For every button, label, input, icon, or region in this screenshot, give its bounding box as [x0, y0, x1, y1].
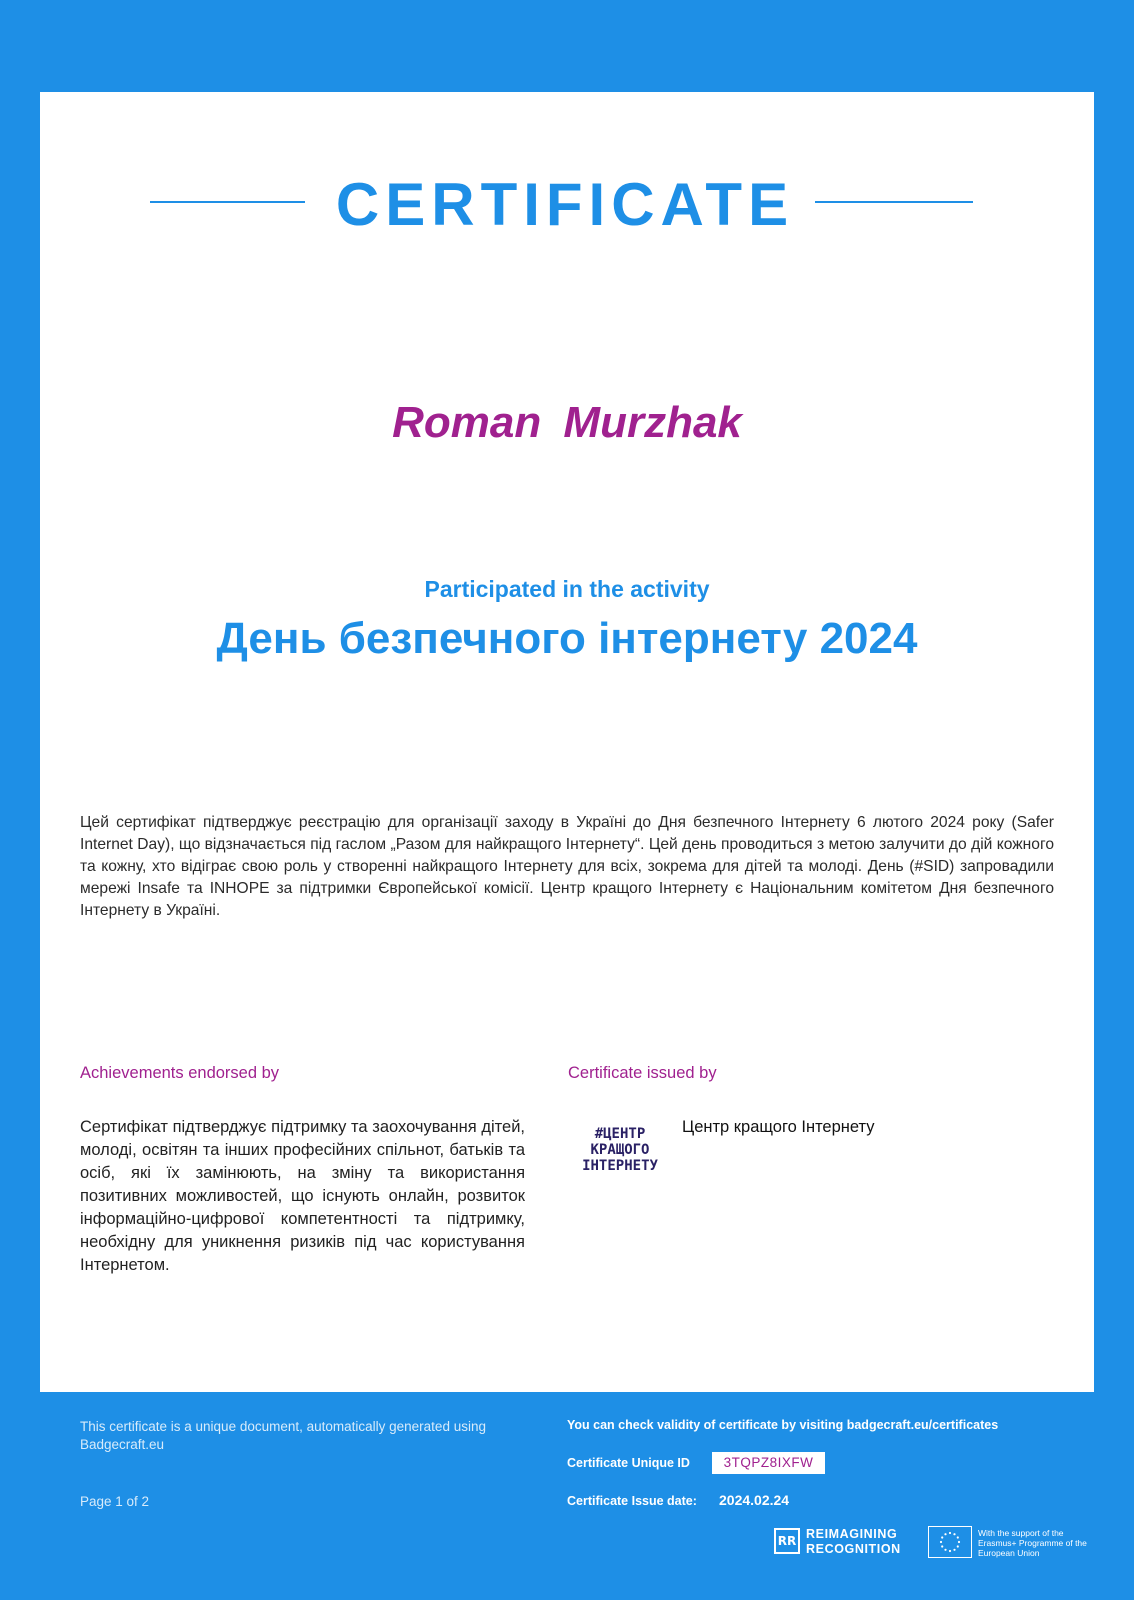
eu-star-icon	[949, 1550, 951, 1552]
eu-star-icon	[944, 1549, 946, 1551]
endorsed-heading: Achievements endorsed by	[80, 1064, 280, 1082]
page-number: Page 1 of 2	[80, 1494, 150, 1509]
eu-star-icon	[941, 1545, 943, 1547]
issuer-logo	[570, 1126, 670, 1174]
unique-id-value: 3TQPZ8IXFW	[712, 1452, 825, 1474]
title-rule-left	[150, 201, 305, 203]
certificate-description: Цей сертифікат підтверджує реєстрацію для організації заходу в Україні до Дня безпечного Інтернету 6 лютого 2024 року (Safer Internet Day), що відзначається під гаслом „Разом для найкращого Інтернету“. Цей день проводиться з метою залучити до дій кожного та кожну, хто відіграє свою роль у створенні найкращого Інтернету для всіх, зокрема для дітей та молоді. День (#SID) запровадили мережі Insafe та INHOPE за підтримки Європейської комісії. Центр кращого Інтернету є Національним комітетом Дня безпечного Інтернету в Україні.	[80, 814, 1054, 919]
eu-star-icon	[957, 1545, 959, 1547]
certificate-footer	[0, 1392, 1134, 1600]
eu-star-icon	[957, 1536, 959, 1538]
eu-star-icon	[958, 1541, 960, 1543]
rr-logo-line: RECOGNITION	[806, 1542, 901, 1556]
eu-star-icon	[941, 1536, 943, 1538]
eu-stars-icon	[929, 1527, 971, 1557]
rr-logo-line: REIMAGINING	[806, 1527, 898, 1541]
rr-logo-text	[806, 1527, 901, 1557]
eu-star-icon	[940, 1541, 942, 1543]
footer-note: This certificate is a unique document, automatically generated using Badgecraft.eu	[80, 1419, 486, 1452]
verify-link-text[interactable]: You can check validity of certificate by visiting badgecraft.eu/certificates	[567, 1418, 999, 1432]
title-rule-right	[815, 201, 973, 203]
rr-icon: RR	[774, 1528, 800, 1554]
issue-date-label: Certificate Issue date:	[567, 1494, 697, 1508]
eu-support-text: With the support of the Erasmus+ Programme of the European Union	[978, 1528, 1087, 1558]
eu-flag-icon	[928, 1526, 972, 1558]
issuer-logo-line: #ЦЕНТР	[594, 1126, 646, 1142]
eu-star-icon	[953, 1533, 955, 1535]
endorsed-text: Сертифікат підтверджує підтримку та заохочування дітей, молоді, освітян та інших професійних спільнот, батьків та осіб, які їх замінюють, на зміну та використання позитивних можливостей, що існують онлайн, розвиток інформаційно-цифрової компетентності та підтримку, необхідну для уникнення ризиків під час користування Інтернетом.	[80, 1118, 525, 1274]
issuer-logo-line: ІНТЕРНЕТУ	[582, 1158, 658, 1174]
eu-star-icon	[944, 1533, 946, 1535]
issued-heading: Certificate issued by	[568, 1064, 717, 1082]
issuer-name: Центр кращого Інтернету	[682, 1118, 875, 1136]
recipient-name: Roman Murzhak	[392, 398, 742, 447]
certificate-sheet	[40, 92, 1094, 1392]
eu-star-icon	[949, 1532, 951, 1534]
issue-date-value: 2024.02.24	[719, 1492, 790, 1508]
certificate-title: CERTIFICATE	[335, 171, 795, 238]
issuer-logo-line: КРАЩОГО	[590, 1142, 650, 1158]
eu-star-icon	[953, 1549, 955, 1551]
reimagining-recognition-logo	[774, 1526, 912, 1558]
activity-intro: Participated in the activity	[424, 576, 710, 602]
activity-name: День безпечного інтернету 2024	[216, 614, 918, 663]
unique-id-label: Certificate Unique ID	[567, 1456, 690, 1470]
